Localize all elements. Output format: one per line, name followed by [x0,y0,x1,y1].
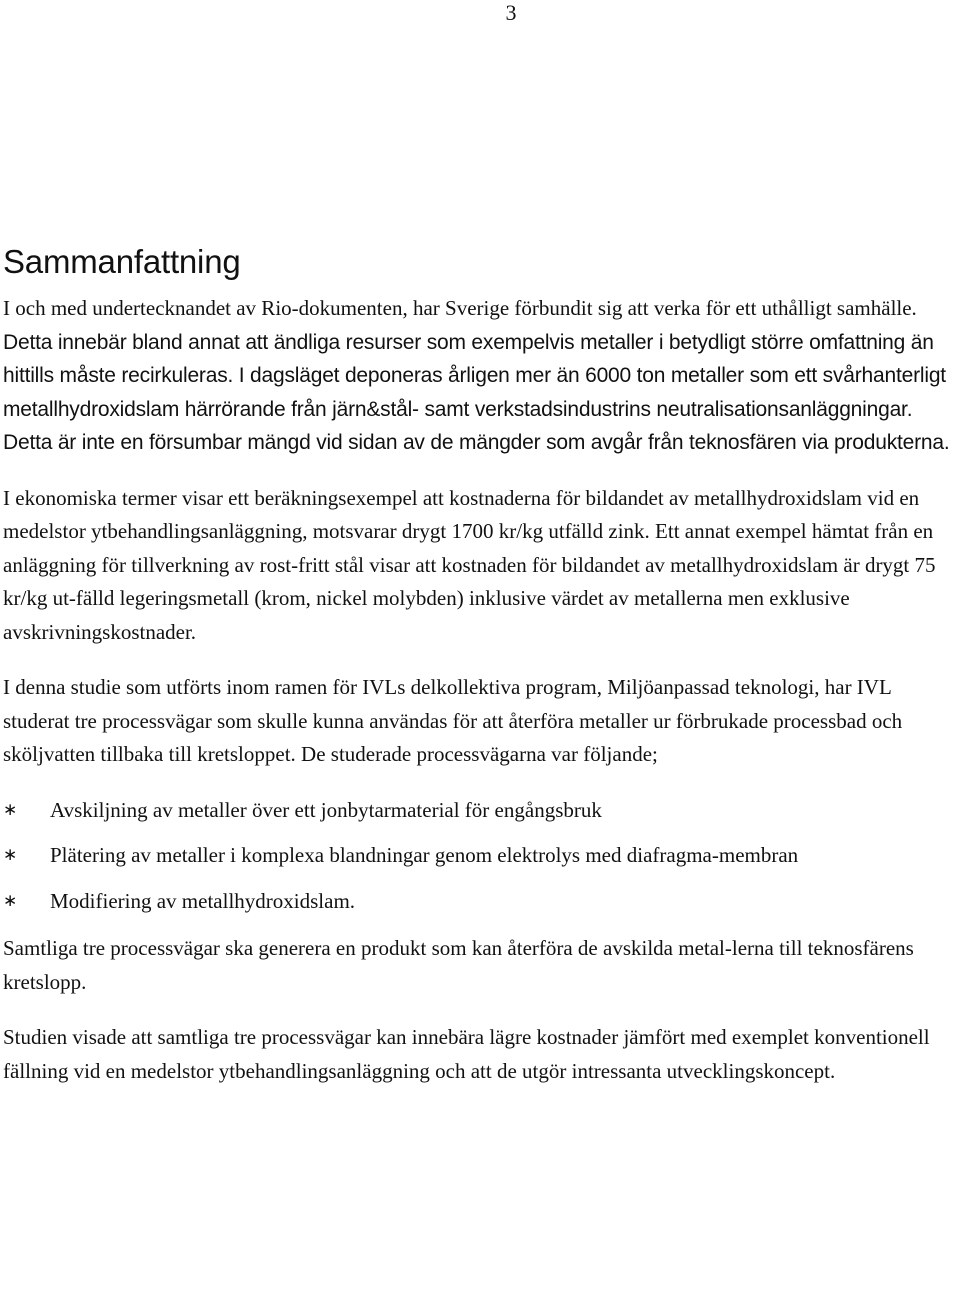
paragraph-intro [3,292,953,460]
page-number: 3 [505,0,517,25]
list-item [3,794,953,828]
asterisk-bullet-icon: ∗ [3,799,18,820]
paragraph-study: I denna studie som utförts inom ramen för IVLs delkollektiva program, Miljöanpassad teknologi, har IVL studerat tre processvägar som skulle kunna användas för att återföra metaller ur förbrukade processbad och sköljvatten tillbaka till kretsloppet. De studerade processvägarna var följande; [3,675,903,766]
asterisk-bullet-icon: ∗ [3,890,18,911]
paragraph-intro-part-1: I och med undertecknandet av Rio-dokumenten, har Sverige förbundit sig att verka för ett uthålligt samhälle. [3,296,917,320]
section-heading: Sammanfattning [3,243,241,280]
document-body [3,240,953,1110]
list-item-text: Modifiering av metallhydroxidslam. [50,888,356,913]
list-item [3,885,953,919]
list-item-text: Plätering av metaller i komplexa blandningar genom elektrolys med diafragma-membran [50,843,799,867]
paragraph-economics: I ekonomiska termer visar ett beräkningsexempel att kostnaderna för bildandet av metallhydroxidslam vid en medelstor ytbehandlingsanläggning, motsvarar drygt 1700 kr/kg utfälld zink. Ett annat exempel hämtat från en anläggning för tillverkning av rost-fritt stål visar att kostnaden för bildandet av metallhydroxidslam är drygt 75 kr/kg ut-fälld legeringsmetall (krom, nickel molybden) inklusive värdet av metallerna men exklusive avskrivningskostnader. [3,485,936,644]
paragraph-conclusion: Studien visade att samtliga tre processvägar kan innebära lägre kostnader jämfört med exemplet konventionell fällning vid en medelstor ytbehandlingsanläggning och att de utgör intressanta utvecklingskoncept. [3,1025,930,1083]
list-item [3,839,953,873]
list-item-text: Avskiljning av metaller över ett jonbytarmaterial för engångsbruk [50,797,602,822]
paragraph-product: Samtliga tre processvägar ska generera en produkt som kan återföra de avskilda metal-lerna till teknosfärens kretslopp. [3,936,914,994]
process-list [3,794,953,919]
asterisk-bullet-icon: ∗ [3,845,18,865]
paragraph-intro-part-2: Detta innebär bland annat att ändliga resurser som exempelvis metaller i betydligt större omfattning än hittills måste recirkuleras. I dagsläget deponeras årligen mer än 6000 ton metaller som ett svårhanterligt metallhydroxidslam härrörande från järn&stål- samt verkstadsindustrins neutralisationsanläggningar. Detta är inte en försumbar mängd vid sidan av de mängder som avgår från teknosfären via produkterna. [3,330,950,454]
